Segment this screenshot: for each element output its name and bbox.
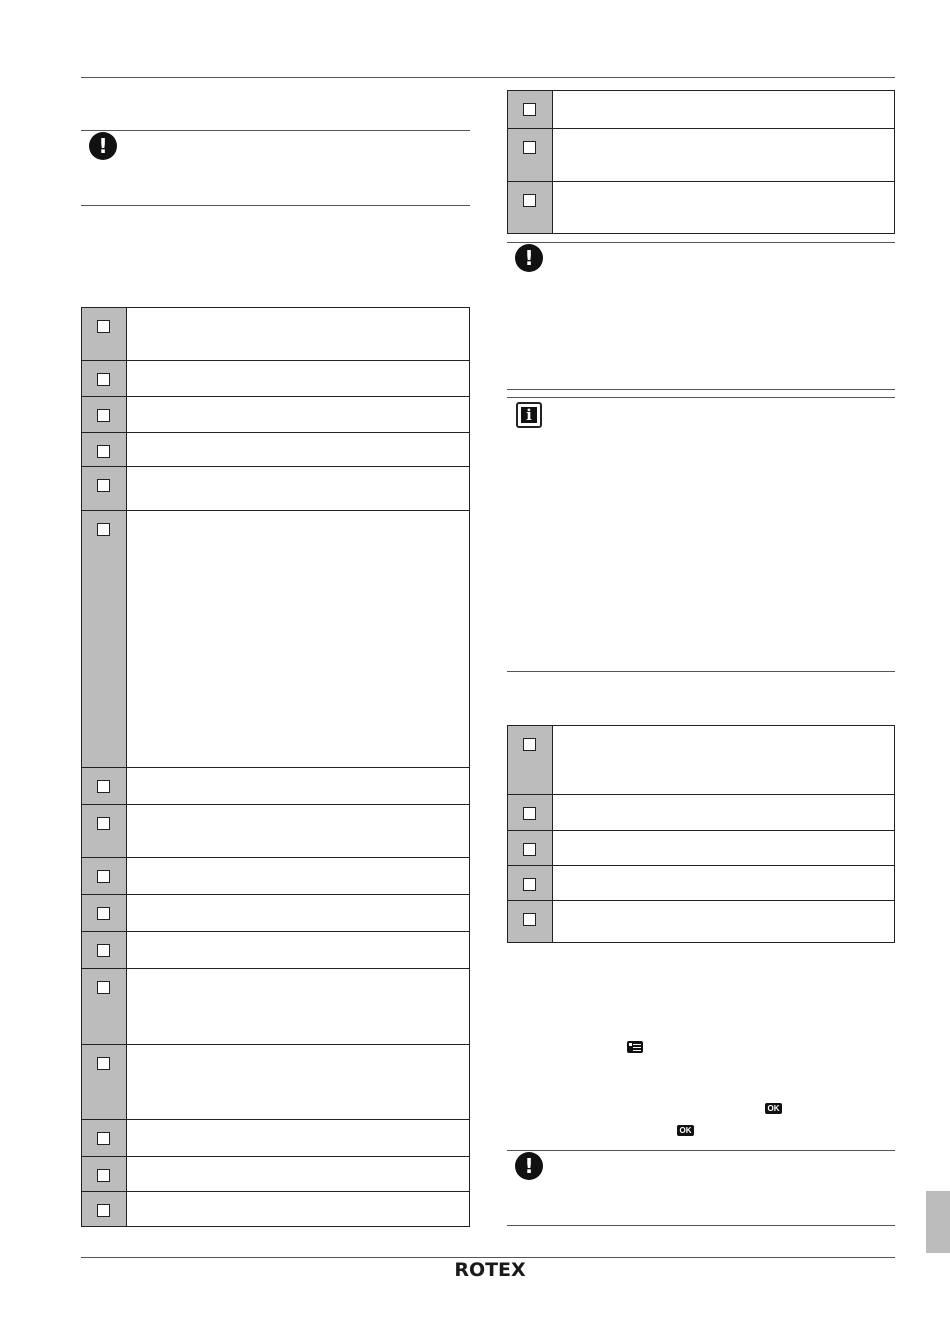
checkbox[interactable]: [523, 194, 536, 207]
right-warning-top-rule: [507, 242, 895, 243]
table-row: [82, 857, 469, 894]
table-row: [82, 308, 469, 360]
right-info-bottom-rule: [507, 671, 895, 672]
checkbox[interactable]: [97, 1169, 110, 1182]
checkbox[interactable]: [523, 807, 536, 820]
right-info-top-rule-2: [507, 397, 895, 398]
table-row: [508, 91, 894, 128]
table-row: [508, 865, 894, 900]
checkbox[interactable]: [97, 907, 110, 920]
section-tab: [926, 1191, 950, 1253]
table-row: [82, 396, 469, 432]
checkbox[interactable]: [97, 1132, 110, 1145]
table-row: [82, 1044, 469, 1119]
left-checklist: [81, 307, 470, 1227]
bottom-warning-top-rule: [507, 1150, 895, 1151]
left-warning-bottom-rule: [81, 205, 470, 206]
table-row: [82, 804, 469, 857]
right-checklist-top: [507, 90, 895, 234]
table-row: [508, 830, 894, 865]
checkbox[interactable]: [523, 738, 536, 751]
exclamation-icon: !: [89, 132, 117, 160]
table-row: [82, 968, 469, 1044]
table-row: [508, 181, 894, 233]
checkbox[interactable]: [97, 780, 110, 793]
checkbox[interactable]: [97, 445, 110, 458]
table-row: [82, 894, 469, 931]
menu-icon: [627, 1041, 643, 1053]
checkbox[interactable]: [97, 817, 110, 830]
footer-rule: [81, 1257, 895, 1258]
table-row: [82, 510, 469, 767]
table-row: [82, 1119, 469, 1156]
table-row: [508, 128, 894, 181]
checkbox[interactable]: [523, 103, 536, 116]
header-rule: [81, 77, 895, 78]
checkbox[interactable]: [97, 1204, 110, 1217]
checkbox[interactable]: [97, 981, 110, 994]
checkbox[interactable]: [97, 373, 110, 386]
exclamation-icon: !: [515, 244, 543, 272]
table-row: [82, 767, 469, 804]
table-row: [508, 794, 894, 830]
table-row: [82, 466, 469, 510]
checkbox[interactable]: [97, 409, 110, 422]
table-row: [508, 900, 894, 942]
checkbox[interactable]: [97, 523, 110, 536]
table-row: [82, 931, 469, 968]
exclamation-icon: !: [515, 1152, 543, 1180]
checkbox[interactable]: [523, 878, 536, 891]
left-warning-top-rule: [81, 130, 470, 131]
right-checklist-bottom: [507, 725, 895, 943]
table-row: [82, 432, 469, 466]
table-row: [82, 360, 469, 396]
checkbox[interactable]: [523, 843, 536, 856]
table-row: [82, 1156, 469, 1191]
checkbox[interactable]: [97, 1057, 110, 1070]
checkbox[interactable]: [523, 913, 536, 926]
checkbox[interactable]: [523, 141, 536, 154]
table-row: [508, 726, 894, 794]
checkbox[interactable]: [97, 320, 110, 333]
checkbox[interactable]: [97, 944, 110, 957]
ok-button-icon: OK: [677, 1125, 694, 1136]
table-row: [82, 1191, 469, 1226]
checkbox[interactable]: [97, 870, 110, 883]
right-info-top-rule: [507, 389, 895, 390]
ok-button-icon: OK: [765, 1103, 782, 1114]
checkbox[interactable]: [97, 479, 110, 492]
bottom-warning-bottom-rule: [507, 1225, 895, 1226]
info-icon: i: [516, 402, 542, 428]
brand-logo: ROTEX: [454, 1259, 526, 1281]
